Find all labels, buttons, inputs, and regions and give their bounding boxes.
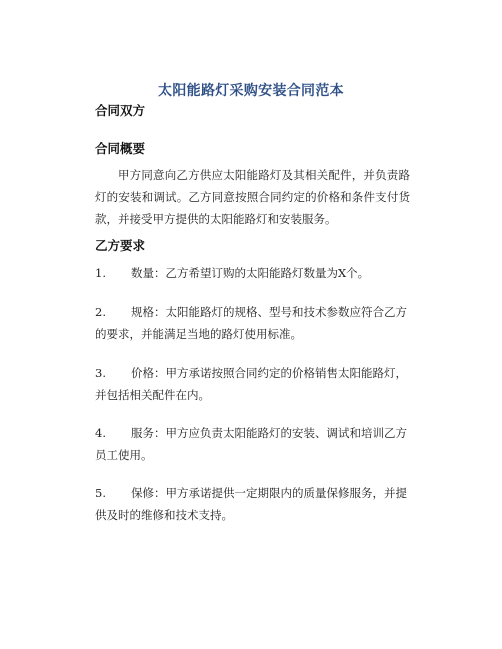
requirement-number: 3.: [95, 366, 106, 380]
requirement-text: 价格：甲方承诺按照合同约定的价格销售太阳能路灯，并包括相关配件在内。: [95, 366, 407, 402]
requirement-number: 5.: [95, 486, 106, 500]
requirement-number: 4.: [95, 426, 106, 440]
requirement-number: 1.: [95, 266, 106, 280]
overview-paragraph: 甲方同意向乙方供应太阳能路灯及其相关配件，并负责路灯的安装和调试。乙方同意按照合同约定的价格和条件支付货款，并接受甲方提供的太阳能路灯和安装服务。: [95, 168, 410, 226]
requirement-item: [95, 301, 410, 345]
requirement-item: [95, 482, 410, 526]
requirement-text: 数量：乙方希望订购的太阳能路灯数量为X个。: [131, 266, 370, 280]
overview-heading: 合同概要: [95, 141, 146, 156]
requirement-text: 服务：甲方应负责太阳能路灯的安装、调试和培训乙方员工使用。: [95, 426, 407, 462]
requirement-number: 2.: [95, 305, 106, 319]
requirement-text: 规格：太阳能路灯的规格、型号和技术参数应符合乙方的要求，并能满足当地的路灯使用标准。: [95, 305, 407, 341]
requirement-item: [95, 422, 410, 466]
requirement-text: 保修：甲方承诺提供一定期限内的质量保修服务，并提供及时的维修和技术支持。: [95, 486, 407, 522]
parties-heading: 合同双方: [95, 103, 146, 118]
requirement-item: [95, 262, 410, 284]
requirements-heading: 乙方要求: [95, 238, 146, 253]
requirement-item: [95, 362, 410, 406]
document-title: 太阳能路灯采购安装合同范本: [158, 83, 344, 99]
